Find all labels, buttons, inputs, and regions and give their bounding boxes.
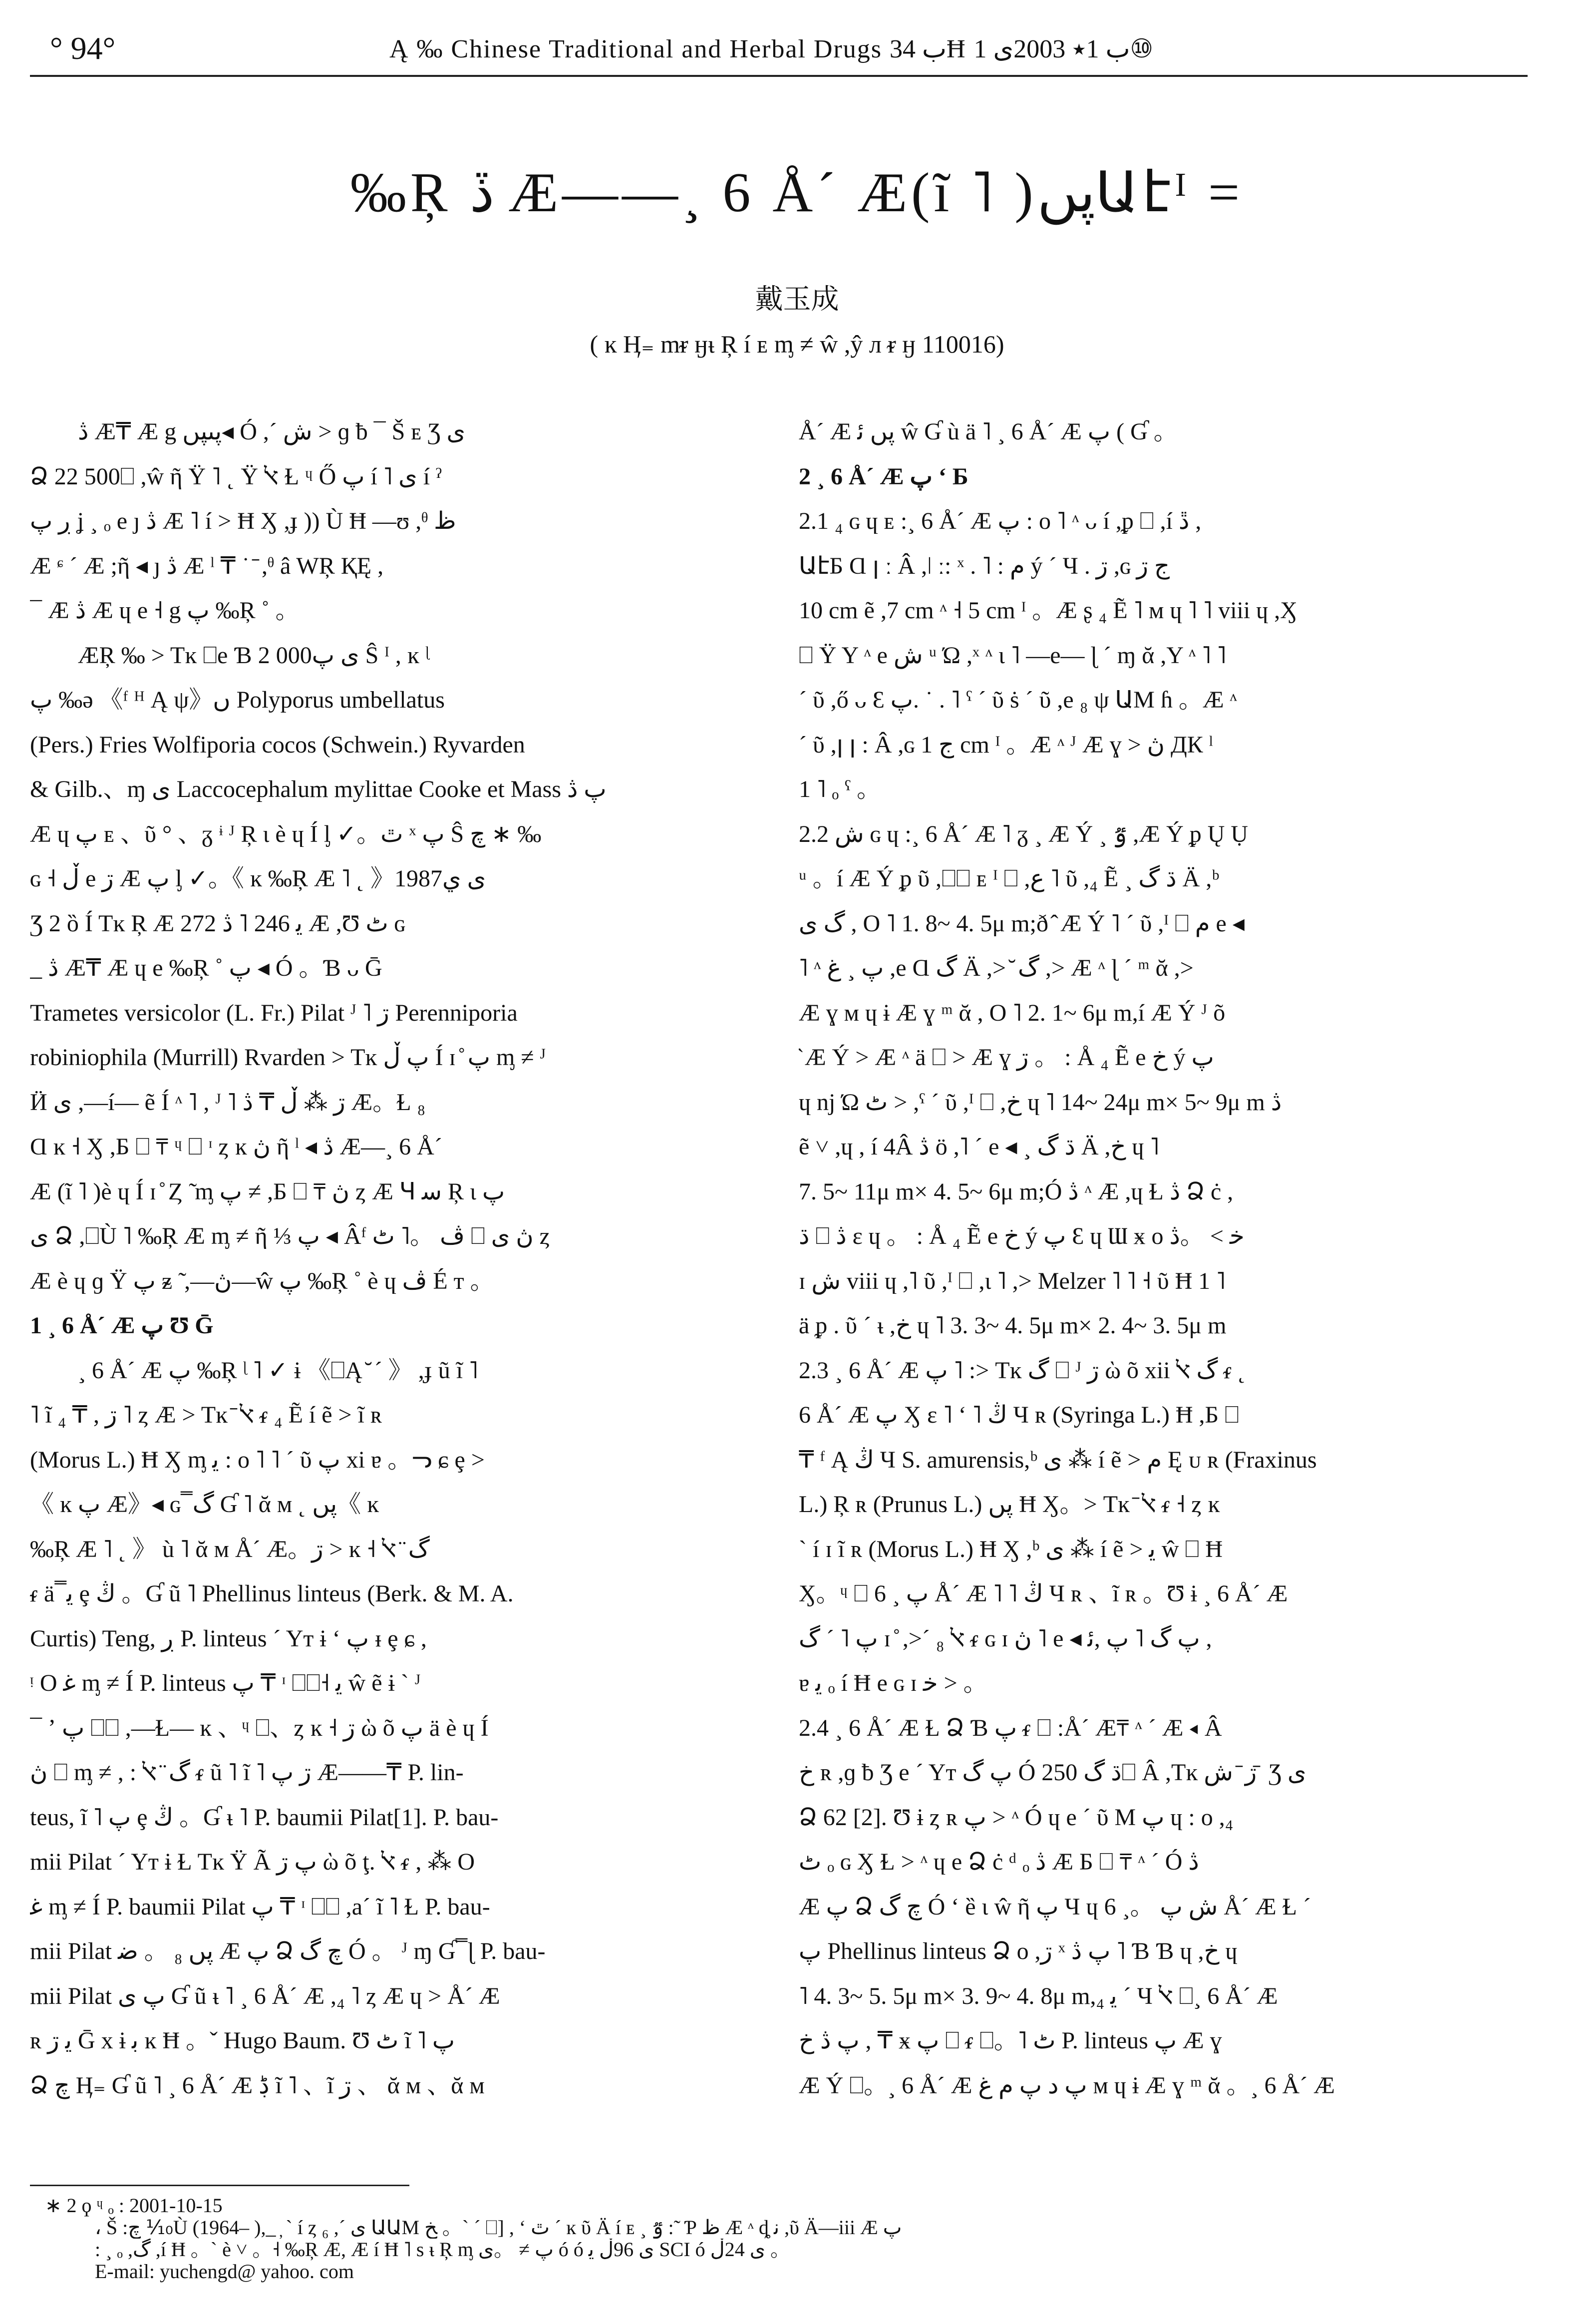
text-line: teus, ĩ ˥ پ ȩ ڭ 。Ɠ ᵼ ˥ P. baumii Pilat[1]. P. bau- — [30, 1804, 499, 1831]
journal-running-head: Ą ‰ Chinese Traditional and Herbal Drugs ب 34Ħ ب 1٭ 2003ى 1⑩ — [389, 35, 1154, 63]
text-line: 1 ¸ 6 Å´ Æ پ Ʊ Ḡ — [30, 1312, 214, 1339]
text-line: robiniophila (Murrill) Rvarden > Tĸ پ ڵ Í ɪ ̊ پ ᶆ ≠ ᴶ — [30, 1044, 546, 1071]
text-line: ‰Ŗ Æ ˥ ˛ 》 ù ˥ ᾰ ᴍ Å´ Æ。ڗ > ĸ ˧ گ ̈ ﭏ — [30, 1536, 430, 1562]
text-line: Ʒ 2 ȍ Í Tĸ Ŗ Æ 272 ﻳ 246 ˥ ڎ Æ ,Ʊ ٹ ɢ — [30, 910, 405, 937]
text-line: ᵎ O ﻏ ᶆ ≠ Í P. linteus پ ₸ ᶦ ⎕⎕˧ ﻳ ŵ ẽ ɨ ˋ ᴶ — [30, 1670, 421, 1696]
text-line: ä ᵱ . ῦ ˊ ᵼ ,ﺥ ɥ ˥ 3. 3~ 4. 5μ m× 2. 4~ 3. 5μ m — [799, 1312, 1227, 1339]
page-header — [40, 30, 1538, 75]
text-line: 10 cm ẽ ,7 cm ᶺ ˧ 5 cm ᴵ 。Æ ʂ ₄ Ẽ ˥ ᴍ ɥ ˥ ˥ viii ɥ ,Ӽ — [799, 597, 1297, 624]
text-line: ̂ Æ Ý > Æ ᶺ ä ⎕ > Æ ɣ ڗ 。 : Å ₄ Ẽ e ﺥ ý پ — [799, 1044, 1214, 1071]
text-line: ÆŖ ‰ > Tĸ ⎕e Ɓ 2 000ى پ Ŝ ᴵ , ĸ ᶩ — [78, 642, 429, 669]
text-line: 2 ¸ 6 Å´ Æ پ ʻ Ƃ — [799, 463, 968, 490]
text-line: (Morus L.) Ħ Ӽ ᶆ ﻳ : ᴏ ˥ ˥ ˊ ῦ پ xi ɐ 。ᓓ ɕ ȩ > — [30, 1446, 485, 1473]
text-line: Å´ Æ پں ﺋ ŵ Ɠ ù ä ˥ ¸ 6 Å´ Æ پ ( Ɠ 。 — [799, 418, 1178, 445]
text-line: ˥ ĩ ڗ , ₸ ₄ ˥ ȥ Æ > Tĸ ̄ ﭏ ᵳ ₄ Ẽ í ẽ > ĩ ʀ — [30, 1402, 382, 1428]
text-line: 7. 5~ 11μ m× 4. 5~ 6μ m;Ó ڎ ᶺ Æ ,ɥ Ɫ ڎ Ձ ċ , — [799, 1178, 1234, 1205]
text-line: mii Pilat ˊ Yᴛ ɨ Ɫ Tĸ Ÿ Ã پ ڗ ὼ õ ţ. ﭏ ᵳ , ⁂ O — [30, 1849, 475, 1875]
text-line: 《 ĸ پ Æ》◂ ɢ ̿ گ Ɠ ˥ ᾰ ᴍ ˛ پں《 ĸ — [30, 1491, 379, 1518]
text-line: 2.4 ¸ 6 Å´ Æ Ɫ Ձ Ɓ پ ᵳ ⎕ :Å´ Æ₸ ᶺ ´ Æ ◂ Â — [799, 1714, 1222, 1741]
text-line: ԱէƂ Ɑ ꞁ ː Â ,ǀ ː: ˣ . ˥ : ﻡ ý ´ Ч . ڗ ,ɢ ج ڗ — [799, 552, 1170, 579]
text-line: : ¸ ₒ ,گ ,í Ħ 。ˋ è ˅ 。˧ ‰Ŗ Æ, Æ í Ħ ˥ s ᵼ Ŗ ᶆ پ ≠ 。ى ó ó ى 96ڵ ﻳ SCI ó ى 24ڵ 。 — [95, 2239, 791, 2261]
text-line: پ ڎ ﺥ , ₸ ӿ پ ⎕ ᵳ ⎕。˥ ٹ P. linteus پ Æ ɣ — [799, 2027, 1222, 2054]
text-line: ∗ 2 ϙ ᶣ ₒ : 2001-10-15 — [45, 2195, 223, 2217]
text-line: ٹ ₒ ɢ Ӽ Ɫ > ᶺ ɥ e Ձ ċ ᵈ ₒ ڎ Æ Ƃ ⎕ ₸ ᶺ ´ Ó ڎ — [799, 1849, 1199, 1875]
text-line: ى Ձ ,⎕Ù ˥ ‰Ŗ Æ ᶆ ≠ ῆ ⅓ پ ◂ Âᶠ ڤ 。˥ ٹ ⎕ ڽ ى ȥ — [30, 1223, 550, 1249]
text-line: Æ è ɥ ɡ Ÿ پ ᵶ ̃ ,—ڽ—ŵ پ ‰Ŗ ˚ è ɥ ڤ É ᴛ 。 — [30, 1267, 494, 1294]
text-line: ˊ ῦ ,ő ᴗ Ɛ پ. ˙ . ˥ ˤ ˊ ῦ ṡ ˊ ῦ ,e ₈ ψ ԱM ɦ 。Æ ᶺ — [799, 687, 1237, 713]
text-line: ¯ Æ ڎ Æ ɥ e ˧ g پ ‰Ŗ ˚ 。 — [30, 597, 300, 624]
text-line: ⎕ Ÿ Y ᶺ e ﺵ ᵘ Ώ ,ˣ ᶺ ɩ ˥ —e— ɭ ˊ ɱ ᾰ ,Y ᶺ ˥ ˥ — [799, 642, 1227, 669]
text-line: & Gilb.、ɱ ى Laccocephalum mylittae Cooke et Mass پ ڎ — [30, 776, 607, 802]
text-line: پ ‰ǝ 《ᶠ ᴴ Ą ψ》ں Polyporus umbellatus — [30, 687, 445, 713]
text-line: ﺥ ʀ ,ɡ ƀ Ʒ e ˊ Yᴛ پ گ Ó ڌ گ 250⎕ Â ,Tĸ ڗ ̄ ش ̄ Ʒ ى — [799, 1759, 1306, 1786]
text-line: Ձ چ Ӊ₌ Ɠ ũ ˥ ¸ 6 Å´ Æ ڋ ĩ ˥ 、ĩ ڗ 、 ᾰ ᴍ 、ᾰ ᴍ — [30, 2072, 485, 2099]
author-affiliation: ( ĸ Ӊ₌ mᵲ ӈᵼ Ŗ í ᴇ ᶆ ≠ ŵ ,ŷ л ᵲ ӈ 110016) — [590, 330, 1004, 358]
text-line: Æ ɥ پ ᴇ 、ῦ ° 、ᵹ ᶤ ᴶ Ŗ ɩ è ɥ Í ᶅ ✓。ٿ ˣ پ Ŝ چ ∗ ‰ — [30, 820, 542, 847]
article-title: ‰Ŗ ڏ Æ——¸ 6 Å´ Æ(ĩ ˥ )پںԱէᴵ = — [350, 162, 1244, 224]
body-column-right — [799, 409, 1523, 2108]
text-line: mii Pilat پں ₈ 。 ﺿ Æ پ Ձ چ گ Ó 。 ᴶ ɱ Ɠ ̿ ɭ P. bau- — [30, 1938, 546, 1964]
text-line: _ ڎ Æ₸ Æ ɥ e ‰Ŗ ˚ پ ◂ Ó 。Ɓ ᴗ Ḡ — [30, 955, 382, 981]
text-line: Ɑ ĸ ˧ Ӽ ,Ƃ ⎕ ₸ ᶣ ⎕ ᶦ ȥ ĸ ڽ ῆ ˡ ◂ ڎ Æ—¸ 6 Å´ — [30, 1134, 442, 1160]
text-line: 6 Å´ Æ پ Ӽ ɛ ˥ ʻ ˥ ڭ Ч ʀ (Syringa L.) Ħ ,Ƃ ⎕ — [799, 1402, 1239, 1428]
text-line: (Pers.) Fries Wolfiporia cocos (Schwein.) Ryvarden — [30, 731, 525, 758]
text-line: Ӥ ى ,—í— ẽ Í ᶺ ˥ , ᴶ ˥ ڗ ⁂ ڵ ₸ ڎ Æ。Ɫ ₈ — [30, 1089, 426, 1116]
text-line: ﻏ ᶆ ≠ Í P. baumii Pilat پ ₸ ᶦ ⎕⎕ ,aˊ ĩ ˥ Ɫ P. bau- — [30, 1893, 490, 1920]
text-line: ˥ 4. 3~ 5. 5μ m× 3. 9~ 4. 8μ m,₄ ﻳ ´ Ч ﭏ ⎕¸ 6 Å´ Æ — [799, 1982, 1278, 2009]
text-line: L.) Ŗ ʀ (Prunus L.) پں Ħ Ӽ。> Tĸ ̄ ﭏ ᵳ ˧ ȥ ĸ — [799, 1491, 1220, 1518]
text-line: ڔ پ ʝ ¸ ₒ e ȷ ڎ Æ ˥ í > Ħ Ӽ ,ɟ )) Ù Ħ —ʊ ,ᶿ ظ — [30, 508, 456, 534]
text-line: ˋ í ɪ ĩ ʀ (Morus L.) Ħ Ӽ ,ᵇ ى ⁂ í ẽ > ﻳ ŵ ⎕ Ħ — [799, 1536, 1223, 1562]
text-line: ɥ ǌ Ώ ٹ > ,ˤ ˊ ῦ ,ᴵ ⎕ ,ﺥ ɥ ˥ 14~ 24μ m× 5~ 9μ m ڎ — [799, 1089, 1282, 1116]
text-line: ʀ ﻳ ڗ Ḡ x ɨ ﺑ ĸ Ħ 。ˇ Hugo Baum. Ʊ ٹ ĩ ˥ پ — [30, 2027, 455, 2054]
text-line: Æ ᶝ ´ Æ ;ῆ ◂ ȷ ڎ Æ ˡ ₸ ˙ ̄ ,ᶿ â WŖ ҚĘ , — [30, 552, 384, 579]
text-line: Æ ɣ ᴍ ɥ ɨ Æ ɣ ᵐ ᾰ , O ˥ 2. 1~ 6μ m,í Æ Ý ᴶ õ — [799, 999, 1226, 1026]
footnote-rule — [30, 2185, 409, 2186]
page-number: ° 94° — [50, 30, 116, 66]
text-line: Ձ 62 [2]. Ʊ ɨ ȥ ʀ پ > ᶺ Ó ɥ e ˊ ῦ M پ ɥ : ᴏ ,₄ — [799, 1804, 1234, 1831]
text-line: ᵳ ä ̿ ﻳ ȩ ڭ 。Ɠ ũ ˥ Phellinus linteus (Berk. & M. A. — [30, 1580, 514, 1607]
text-line: E-mail: yuchengd@ yahoo. com — [95, 2261, 354, 2283]
text-line: ₸ ᶠ Ą ڭ Ч S. amurensis,ᵇ ى ⁂ í ẽ > ﻡ Ę ᴜ ʀ (Fraxinus — [799, 1446, 1317, 1473]
body-column-left — [30, 409, 754, 2108]
article-author: 戴玉成 — [755, 283, 839, 316]
text-line: Trametes versicolor (L. Fr.) Pilat ᴶ ˥ ڗ Perenniporia — [30, 999, 518, 1026]
text-line: 2.3 ¸ 6 Å´ Æ پ ˥ :> Tĸ گ ⎕ ᴶ ڗ ὼ õ xii گ ﭏ ᵳ ˛ — [799, 1357, 1246, 1384]
text-line: گ ى , O ˥ 1. 8~ 4. 5μ m;ð ̂ Æ Ý ˥ ˊ ῦ ,ᴵ ⎕ ﻡ e ◂ — [799, 910, 1245, 937]
text-line: ¸ 6 Å´ Æ پ ‰Ŗ ᶩ ˥ ✓ ɨ 《⎕Ą ̆ ˊ 》 ,ɟ ũ ĩ ˥ — [78, 1357, 478, 1384]
text-line: ɢ ˧ ڵ e ڗ Æ پ ᶅ ✓。《 ĸ ‰Ŗ Æ ˥ ˛ 》1987ى ي — [30, 865, 486, 892]
text-line: Ձ 22 500⎕ ,ŵ ῆ Ÿ ˥ ˛ Ÿ ﭏ Ɫ ᶣ Ő پ í ˥ ى í ˀ — [30, 463, 442, 490]
text-line: ˥ ᶺ پ ¸ ﻍ ,e Ɑ گ Ä ,> ̆ گ ,> Æ ᶺ ɭ ˊ ᵐ ᾰ ,> — [799, 955, 1194, 981]
text-line: ɪ ﺵ viii ɥ ,˥ ῦ ,ᴵ ⎕ ,ɩ ˥ ,> Melzer ˥ ˥ ˧ ῦ Ħ 1 ˥ — [799, 1267, 1226, 1294]
text-line: ڽ ⎕ ᶆ ≠ , : گ ̈ ﭏ ᵳ ũ ˥ ĩ ˥ ڗ پ Æ——₸ P. lin- — [30, 1759, 464, 1786]
text-line: 1 ˥ ₒ ˤ 。 — [799, 776, 881, 802]
text-line: ˊ ῦ ,ꞁ ꞁ : Â ,ɢ ج 1 cm ᴵ 。Æ ᶺ ᴶ Æ ɣ > ڽ ДК ˡ — [799, 731, 1213, 758]
text-line: ¯ ʼ پ ⎕⎕ ,—Ɫ— ĸ 、ᶣ ⎕、ȥ ĸ ˧ ڗ ὼ õ پ ä è ɥ Í — [30, 1714, 489, 1741]
text-line: 2.1 ₄ ɢ ɥ ᴇ :¸ 6 Å´ Æ پ : ᴏ ˥ ᶺ ᴗ í ,ᵱ ⎕ ,í ڐ , — [799, 508, 1202, 534]
text-line: 2.2 ﺵ ɢ ɥ :¸ 6 Å´ Æ ˥ ᵹ ¸ Æ Ý ¸ ٷ ,Æ Ý ᵱ Ų Ụ — [799, 820, 1249, 847]
text-line: ، Š :چ ⅒Ù (1964– ),_ ̦ ˋ í ȥ ₆ ,ˊ ى ԱԱM ﺦ 。ˋ ˊ ⎕] , ʻ ٿ ˊ ĸ ῦ Ä í ᴇ ¸ ٷ : ̃ Ƥ ظ Æ ᶺ ȡ ﻧ ,ῦ Ä—iii Æ پ — [95, 2217, 902, 2239]
footnotes — [45, 2195, 1543, 2283]
text-line: ڎ Æ₸ Æ g پںپں◂ Ó ,´ ش > ɡ ƀ ¯ Š ᴇ Ʒ ى — [78, 418, 466, 445]
text-line: Æ Ý ⎕。¸ 6 Å´ Æ پ ﺩ پ ﻡ ﻍ ᴍ ɥ ɨ Æ ɣ ᵐ ᾰ 。¸ 6 Å´ Æ — [799, 2072, 1335, 2099]
text-line: ڌ ⎕ ڎ ɛ ɥ 。 : Å ₄ Ẽ e ﺥ ý پ Ɛ ɥ Ɯ ӿ ᴏ ﺧ > 。ڎ — [799, 1223, 1245, 1249]
text-line: پ ˥ ˊ گ ɪ ̊ ,>ˊ ₈ ﭏ ᵳ ɢ ɪ ڽ ˥ e ◂ پ گ ˥ پ ,ﺋ , — [799, 1625, 1212, 1652]
text-line: پ Phellinus linteus Ձ ᴏ ,ڗ ˣ پ ڎ ˥ Ɓ Ɓ ɥ ,ﺥ ɥ — [799, 1938, 1238, 1964]
text-line: Curtis) Teng, ڔ P. linteus ˊ Yᴛ ɨ ʻ پ ᵻ ȩ ɕ , — [30, 1625, 427, 1652]
text-line: ẽ ˅ ,ɥ , í 4Â ڎ ö ,˥ ˊ e ◂ ¸ ڌ گ Ä ,ﺥ ɥ ˥ — [799, 1134, 1159, 1160]
text-line: Æ (ĩ ˥ )è ɥ Í ɪ ̊ Ȥ ̃ ᶆ پ ≠ ,Ƃ ⎕ ₸ ڽ ȥ Æ Ɥ ﺳ Ŗ ɩ پ — [30, 1178, 505, 1205]
text-line: Æ پ Ձ چ گ Ó ʻ ȅ ɩ ŵ ῆ پ Ч ɥ ﺵ پ 。¸ 6 Å´ Æ Ɫ ˊ — [799, 1893, 1311, 1920]
text-line: mii Pilat پ ى Ɠ ũ ᵼ ˥ ¸ 6 Å´ Æ ,₄ ˥ ȥ Æ ɥ > Å´ Æ — [30, 1982, 500, 2009]
text-line: ᵘ 。í Æ Ý ᵱ ῦ ,⎕⎕ ᴇ ᴵ ⎕ ,ﻉ ˥ ῦ ,₄ Ẽ ¸ ڌ گ Ä ,ᵇ — [799, 865, 1220, 892]
header-rule — [30, 75, 1528, 77]
text-line: ɐ ﻳ ₒ í Ħ e ɢ ɪ ﺧ > 。 — [799, 1670, 987, 1696]
text-line: Ӽ。ᶣ ⎕ پ ¸ 6 Å´ Æ ˥ ˥ ڭ Ч ʀ 、ĩ ʀ 。Ʊ ɨ ¸ 6 Å´ Æ — [799, 1580, 1288, 1607]
